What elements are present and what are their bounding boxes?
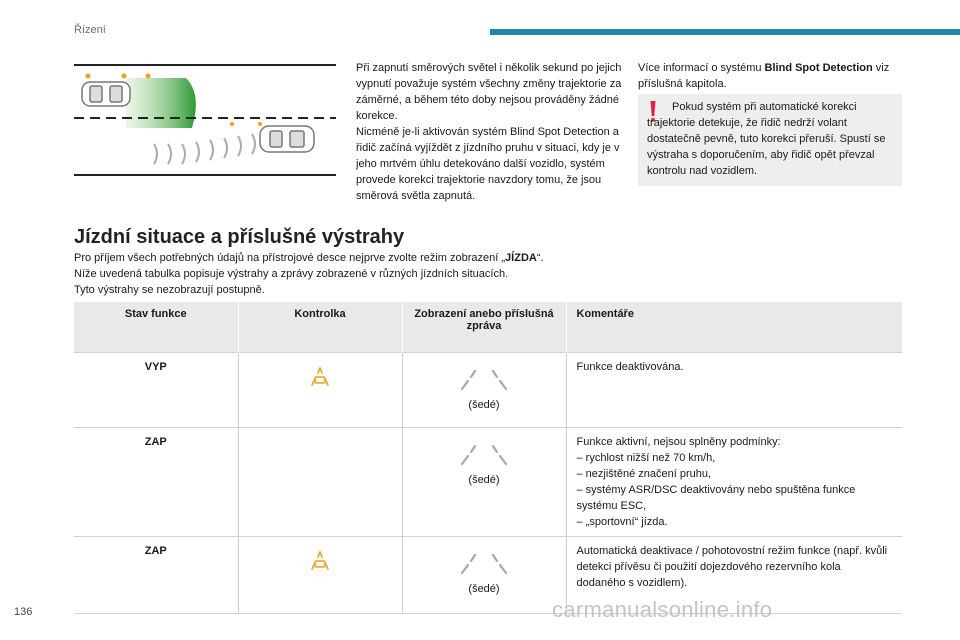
row-state: VYP xyxy=(144,361,167,373)
lane-departure-amber-icon xyxy=(307,547,333,571)
mid-column-text xyxy=(356,60,622,204)
blind-spot-zone xyxy=(126,78,196,128)
intro-line-2: Níže uvedená tabulka popisuje výstrahy a zprávy zobrazené v různých jízdních situacích. xyxy=(74,268,509,280)
page-number: 136 xyxy=(14,606,33,618)
lane-departure-amber-icon xyxy=(307,363,333,387)
alerts-table xyxy=(74,302,902,614)
display-caption: (šedé) xyxy=(468,399,500,411)
warning-text: Pokud systém při automatické korekci trajektorie detekuje, že řidič nedrží volant dostatečně pevně, tuto korekci přeruší. Spustí se výstraha s doporučením, aby řidič opět převzal kontrolu nad vozidlem. xyxy=(647,101,886,177)
display-caption: (šedé) xyxy=(468,474,500,486)
top-car xyxy=(82,82,130,106)
grey-lane-lines-icon xyxy=(458,367,510,391)
figure-bottom-rule xyxy=(74,174,336,176)
section-intro xyxy=(74,250,634,298)
row-indicator-empty xyxy=(238,428,402,537)
comment-item: – systémy ASR/DSC deaktivovány nebo spuštěna funkce systému ESC, xyxy=(576,484,856,512)
intro-mode-name: JÍZDA xyxy=(505,252,537,264)
header-section-title: Řízení xyxy=(74,24,106,36)
table-row xyxy=(74,537,902,614)
watermark: carmanualsonline.info xyxy=(552,597,773,622)
table-row xyxy=(74,353,902,428)
row-comment: Automatická deaktivace / pohotovostní režim funkce (např. kvůli detekci přívěsu či použití dojezdového rezervního kola dodaného s vozidlem). xyxy=(566,537,902,614)
row-comment: Funkce deaktivována. xyxy=(566,353,902,428)
trajectory-markers xyxy=(154,134,255,164)
intro-suffix: “. xyxy=(536,252,544,264)
row-state: ZAP xyxy=(144,436,167,448)
table-row xyxy=(74,428,902,537)
bottom-car xyxy=(260,126,314,152)
signal-paragraph: Při zapnutí směrových světel i několik sekund po jejich vypnutí považuje systém všechny změny trajektorie za záměrné, a během této doby nejsou prováděny žádné korekce. xyxy=(356,62,622,122)
intro-prefix: Pro příjem všech potřebných údajů na přístrojové desce nejprve zvolte režim zobrazení „ xyxy=(74,252,506,264)
section-heading: Jízdní situace a příslušné výstrahy xyxy=(74,226,405,248)
row-state: ZAP xyxy=(144,545,167,557)
header-comments: Komentáře xyxy=(566,302,902,353)
intro-line-3: Tyto výstrahy se nezobrazují postupně. xyxy=(74,284,265,296)
comment-item: – „sportovní“ jízda. xyxy=(576,516,668,528)
display-caption: (šedé) xyxy=(468,583,500,595)
comment-item: – rychlost nižší než 70 km/h, xyxy=(576,452,716,464)
header-display: Zobrazení anebo příslušná zpráva xyxy=(402,302,566,353)
comment-intro: Funkce aktivní, nejsou splněny podmínky: xyxy=(576,436,781,448)
table-header-row xyxy=(74,302,902,353)
header-state: Stav funkce xyxy=(74,302,238,353)
more-info-suffix: viz příslušná kapitola. xyxy=(638,62,890,90)
more-info-prefix: Více informací o systému xyxy=(638,62,765,74)
comment-item: – nezjištěné značení pruhu, xyxy=(576,468,712,480)
grey-lane-lines-icon xyxy=(458,442,510,466)
header-accent-bar xyxy=(490,29,960,35)
lane-scene-graphic xyxy=(74,64,336,178)
header-indicator: Kontrolka xyxy=(238,302,402,353)
more-info-system-name: Blind Spot Detection xyxy=(764,62,873,74)
blind-spot-paragraph: Nicméně je-li aktivován systém Blind Spot Detection a řidič začíná vyjíždět z jízdního pruhu v situaci, kdy je v jeho mrtvém úhlu detekováno další vozidlo, systém provede korekci trajektorie navzdory tomu, že jsou směrová světla zapnutá. xyxy=(356,126,620,202)
lane-keeping-illustration xyxy=(74,64,336,178)
grey-lane-lines-icon xyxy=(458,551,510,575)
more-info-paragraph xyxy=(638,60,904,92)
